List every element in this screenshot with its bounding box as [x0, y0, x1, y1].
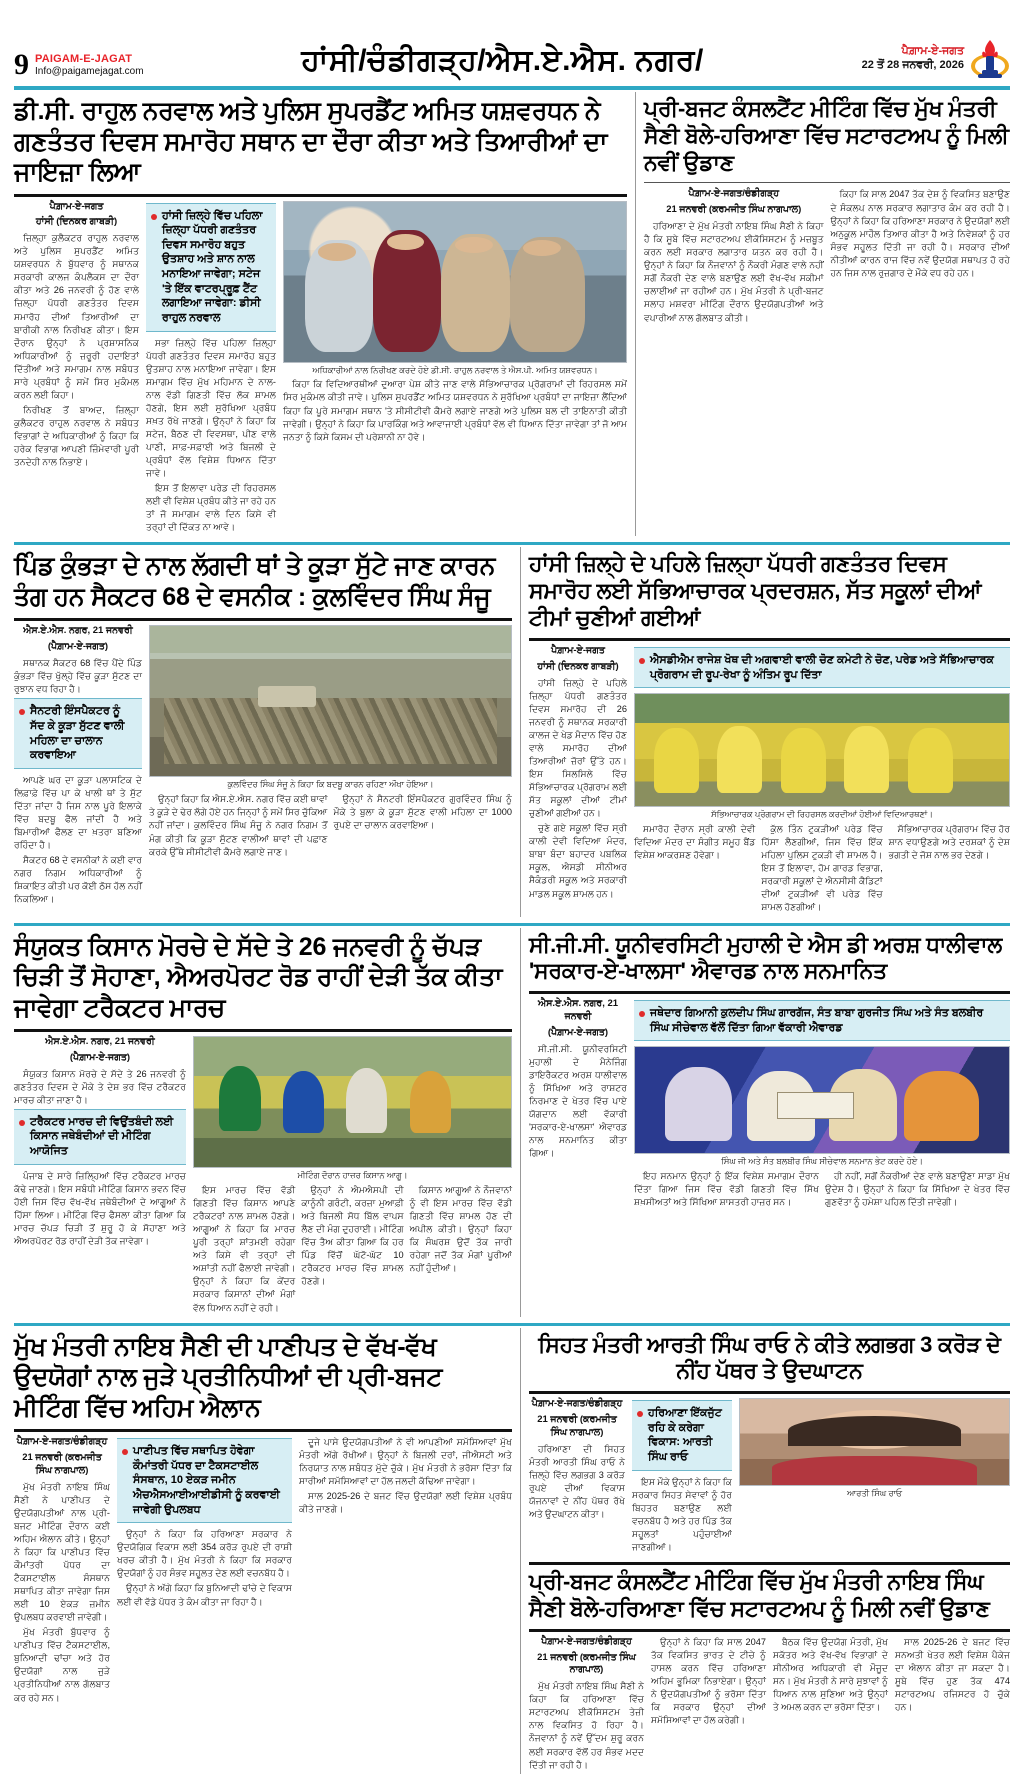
article-9-col-1	[529, 1636, 644, 1774]
article-3-headline: ਪਿੰਡ ਕੁੰਭੜਾ ਦੇ ਨਾਲ ਲੱਗਦੀ ਥਾਂ ਤੇ ਕੂੜਾ ਸੁੱਟੇ ਜਾਣ ਕਾਰਨ ਤੰਗ ਹਨ ਸੈਕਟਰ 68 ਦੇ ਵਸਨੀਕ : ਕੁਲਵਿੰਦਰ ਸਿੰਘ ਸੰਜੂ	[14, 552, 496, 611]
photo-dancer	[844, 726, 889, 793]
bullet-icon	[19, 1120, 25, 1126]
divider	[14, 1029, 512, 1032]
article-8-body-3: ਦੂਜੇ ਪਾਸੇ ਉਦਯੋਗਪਤੀਆਂ ਨੇ ਵੀ ਆਪਣੀਆਂ ਸਮੱਸਿਆਵਾਂ ਮੁੱਖ ਮੰਤਰੀ ਅੱਗੇ ਰੱਖੀਆਂ। ਉਨ੍ਹਾਂ ਨੇ ਬਿਜਲੀ ਦਰਾਂ, ਜੀਐਸਟੀ ਅਤੇ ਨਿਰਯਾਤ ਨਾਲ ਸਬੰਧਤ ਮੁੱਦੇ ਚੁੱਕੇ। ਮੁੱਖ ਮੰਤਰੀ ਨੇ ਭਰੋਸਾ ਦਿੱਤਾ ਕਿ ਸਾਰੀਆਂ ਸਮੱਸਿਆਵਾਂ ਦਾ ਹੱਲ ਜਲਦੀ ਕੱਢਿਆ ਜਾਵੇਗਾ।	[299, 1437, 512, 1487]
photo-person	[283, 1071, 324, 1133]
article-3-body-2b: ਉਨ੍ਹਾਂ ਨੇ ਸੈਨਟਰੀ ਇੰਸਪੈਕਟਰ ਗੁਰਵਿੰਦਰ ਸਿੰਘ ਨੂੰ ਮੌਕੇ ਤੇ ਬੁਲਾ ਕੇ ਕੂੜਾ ਸੁੱਟਣ ਵਾਲੀ ਮਹਿਲਾ ਦਾ 1000 ਰੁਪਏ ਦਾ ਚਾਲਾਨ ਕਰਵਾਇਆ।	[333, 794, 512, 831]
article-5-col-2	[193, 1036, 512, 1317]
article-5-byline-1: ਐਸ.ਏ.ਐਸ. ਨਗਰ, 21 ਜਨਵਰੀ	[45, 1036, 155, 1048]
article-3-callout-text: ਸੈਨਟਰੀ ਇੰਸਪੈਕਟਰ ਨੂੰ ਸੱਦ ਕੇ ਕੂੜਾ ਸੁੱਟਣ ਵਾਲੀ ਮਹਿਲਾ ਦਾ ਚਾਲਾਨ ਕਰਵਾਇਆ	[30, 705, 125, 762]
issue-date: 22 ਤੋਂ 28 ਜਨਵਰੀ, 2026	[861, 59, 964, 71]
article-9-col-2	[651, 1636, 766, 1774]
article-4-callout	[634, 647, 1010, 688]
torch-logo-icon	[970, 36, 1010, 80]
photo-dancer	[908, 728, 953, 793]
bullet-icon	[639, 658, 645, 664]
photo-face	[318, 243, 356, 261]
article-7-body-2: ਇਸ ਮੌਕੇ ਉਨ੍ਹਾਂ ਨੇ ਕਿਹਾ ਕਿ ਸਰਕਾਰ ਸਿਹਤ ਸੇਵਾਵਾਂ ਨੂੰ ਹੋਰ ਬਿਹਤਰ ਬਣਾਉਣ ਲਈ ਵਚਨਬੱਧ ਹੈ ਅਤੇ ਹਰ ਪਿੰਡ ਤੱਕ ਸਹੂਲਤਾਂ ਪਹੁੰਚਾਈਆਂ ਜਾਣਗੀਆਂ।	[632, 1476, 732, 1553]
article-4-body-5: ਸੱਭਿਆਚਾਰਕ ਪ੍ਰੋਗਰਾਮ ਵਿੱਚ ਹੋਰ ਸ਼ਾਨ ਵਧਾਉਣਗੇ ਅਤੇ ਦਰਸ਼ਕਾਂ ਨੂੰ ਦੇਸ਼ ਭਗਤੀ ਦੇ ਜੋਸ਼ ਨਾਲ ਭਰ ਦੇਣਗੇ।	[888, 824, 1010, 861]
article-5-callout	[14, 1109, 186, 1165]
article-8-byline-2: 21 ਜਨਵਰੀ (ਕਰਮਜੀਤ ਸਿੰਘ ਨਾਗਪਾਲ)	[22, 1451, 102, 1476]
article-2-byline-2: 21 ਜਨਵਰੀ (ਕਰਮਜੀਤ ਸਿੰਘ ਨਾਗਪਾਲ)	[666, 204, 802, 216]
article-2-headline: ਪ੍ਰੀ-ਬਜਟ ਕੰਸਲਟੈਂਟ ਮੀਟਿੰਗ ਵਿੱਚ ਮੁੱਖ ਮੰਤਰੀ ਸੈਣੀ ਬੋਲੇ-ਹਰਿਆਣਾ ਵਿੱਚ ਸਟਾਰਟਅਪ ਨੂੰ ਮਿਲੀ ਨਵੀਂ ਉਡਾਣ	[644, 96, 1009, 175]
article-7-col-2	[632, 1398, 732, 1556]
article-2-byline-1: ਪੈਗ਼ਾਮ-ਏ-ਜਗਤ/ਚੰਡੀਗੜ੍ਹ	[688, 188, 780, 200]
article-3-byline-1: ਐਸ.ਏ.ਐਸ. ਨਗਰ, 21 ਜਨਵਰੀ	[23, 625, 133, 637]
article-7-callout-text: ਹਰਿਆਣਾ ਇੱਕਜੁੱਟ ਰਹਿ ਕੇ ਕਰੇਗਾ ਵਿਕਾਸ: ਆਰਤੀ ਸਿੰਘ ਰਾਓ	[648, 1407, 722, 1464]
article-5-callout-text: ਟਰੈਕਟਰ ਮਾਰਚ ਦੀ ਵਿਉਂਤਬੰਦੀ ਲਈ ਕਿਸਾਨ ਜਥੇਬੰਦੀਆਂ ਦੀ ਮੀਟਿੰਗ ਆਯੋਜਿਤ	[30, 1115, 174, 1158]
article-7-byline-1: ਪੈਗ਼ਾਮ-ਏ-ਜਗਤ/ਚੰਡੀਗੜ੍ਹ	[531, 1398, 623, 1410]
masthead-right-text	[862, 44, 964, 73]
article-6-body-2: ਇਹ ਸਨਮਾਨ ਉਨ੍ਹਾਂ ਨੂੰ ਇੱਕ ਵਿਸ਼ੇਸ਼ ਸਮਾਗਮ ਦੌਰਾਨ ਦਿੱਤਾ ਗਿਆ ਜਿਸ ਵਿੱਚ ਵੱਡੀ ਗਿਣਤੀ ਵਿੱਚ ਸਿੱਖ ਸ਼ਖ਼ਸੀਅਤਾਂ ਅਤੇ ਸਿੱਖਿਆ ਸ਼ਾਸਤਰੀ ਹਾਜ਼ਰ ਸਨ।	[634, 1171, 819, 1208]
article-5-body-3: ਉਨ੍ਹਾਂ ਨੇ ਐਮਐਸਪੀ ਦੀ ਕਾਨੂੰਨੀ ਗਰੰਟੀ, ਕਰਜ਼ਾ ਮੁਆਫ਼ੀ ਅਤੇ ਬਿਜਲੀ ਸੋਧ ਬਿੱਲ ਵਾਪਸ ਲੈਣ ਦੀ ਮੰਗ ਦੁਹਰਾਈ। ਮੀਟਿੰਗ ਵਿੱਚ ਤੈਅ ਕੀਤਾ ਗਿਆ ਕਿ ਹਰ ਪਿੰਡ ਵਿੱਚੋਂ ਘੱਟੋ-ਘੱਟ 10 ਟਰੈਕਟਰ ਮਾਰਚ ਵਿੱਚ ਸ਼ਾਮਲ ਹੋਣਗੇ।	[301, 1184, 404, 1287]
article-5-body-1: ਪੰਜਾਬ ਦੇ ਸਾਰੇ ਜ਼ਿਲ੍ਹਿਆਂ ਵਿੱਚ ਟਰੈਕਟਰ ਮਾਰਚ ਕੱਢੇ ਜਾਣਗੇ। ਇਸ ਸਬੰਧੀ ਮੀਟਿੰਗ ਕਿਸਾਨ ਭਵਨ ਵਿੱਚ ਹੋਈ ਜਿਸ ਵਿੱਚ ਵੱਖ-ਵੱਖ ਜਥੇਬੰਦੀਆਂ ਦੇ ਆਗੂਆਂ ਨੇ ਹਿੱਸਾ ਲਿਆ। ਮੀਟਿੰਗ ਵਿੱਚ ਫੈਸਲਾ ਕੀਤਾ ਗਿਆ ਕਿ ਮਾਰਚ ਚੱਪੜ ਚਿੜੀ ਤੋਂ ਸ਼ੁਰੂ ਹੋ ਕੇ ਸੋਹਾਣਾ ਅਤੇ ਐਅਰਪੋਰਟ ਰੋਡ ਰਾਹੀਂ ਦੇੜੀ ਤੱਕ ਜਾਵੇਗਾ।	[14, 1170, 186, 1247]
article-6-callout	[634, 1000, 1010, 1041]
photo-face	[455, 237, 493, 253]
article-4-photo-caption: ਸੱਭਿਆਚਾਰਕ ਪ੍ਰੋਗਰਾਮ ਦੀ ਰਿਹਰਸਲ ਕਰਦੀਆਂ ਹੋਈਆਂ ਵਿਦਿਆਰਥਣਾਂ।	[711, 809, 933, 820]
bullet-icon	[151, 214, 157, 220]
article-5-col-1	[14, 1036, 186, 1317]
article-4-col-1	[529, 645, 627, 917]
divider	[529, 1391, 1010, 1394]
photo-face	[387, 234, 425, 250]
article-1-photo-caption: ਅਧਿਕਾਰੀਆਂ ਨਾਲ ਨਿਰੀਖਣ ਕਰਦੇ ਹੋਏ ਡੀ.ਸੀ. ਰਾਹੁਲ ਨਰਵਾਲ ਤੇ ਐਸ.ਪੀ. ਅਮਿਤ ਯਸ਼ਵਰਧਨ।	[312, 364, 598, 375]
article-1-body-1: ਜ਼ਿਲ੍ਹਾ ਕੁਲੈਕਟਰ ਰਾਹੁਲ ਨਰਵਾਲ ਅਤੇ ਪੁਲਿਸ ਸੁਪਰਡੈਂਟ ਅਮਿਤ ਯਸ਼ਵਰਧਨ ਨੇ ਬੁੱਧਵਾਰ ਨੂੰ ਸਥਾਨਕ ਸਰਕਾਰੀ ਕਾਲਜ ਕੰਪਲੈਕਸ ਦਾ ਦੌਰਾ ਕੀਤਾ ਅਤੇ 26 ਜਨਵਰੀ ਨੂੰ ਹੋਣ ਵਾਲੇ ਜ਼ਿਲ੍ਹਾ ਪੱਧਰੀ ਗਣਤੰਤਰ ਦਿਵਸ ਸਮਾਰੋਹ ਦੀਆਂ ਤਿਆਰੀਆਂ ਦਾ ਬਾਰੀਕੀ ਨਾਲ ਨਿਰੀਖਣ ਕੀਤਾ। ਇਸ ਦੌਰਾਨ ਉਨ੍ਹਾਂ ਨੇ ਪ੍ਰਸ਼ਾਸਨਿਕ ਅਧਿਕਾਰੀਆਂ ਨੂੰ ਜ਼ਰੂਰੀ ਹਦਾਇਤਾਂ ਦਿੱਤੀਆਂ ਅਤੇ ਸਮਾਗਮ ਨਾਲ ਸਬੰਧਤ ਸਾਰੇ ਪ੍ਰਬੰਧਾਂ ਨੂੰ ਸਮੇਂ ਸਿਰ ਮੁਕੰਮਲ ਕਰਨ ਲਈ ਕਿਹਾ।	[14, 233, 139, 400]
article-8-body-1: ਮੁੱਖ ਮੰਤਰੀ ਨਾਇਬ ਸਿੰਘ ਸੈਣੀ ਨੇ ਪਾਣੀਪਤ ਦੇ ਉਦਯੋਗਪਤੀਆਂ ਨਾਲ ਪ੍ਰੀ-ਬਜਟ ਮੀਟਿੰਗ ਦੌਰਾਨ ਕਈ ਅਹਿਮ ਐਲਾਨ ਕੀਤੇ। ਉਨ੍ਹਾਂ ਨੇ ਕਿਹਾ ਕਿ ਪਾਣੀਪਤ ਵਿੱਚ ਕੌਮਾਂਤਰੀ ਪੱਧਰ ਦਾ ਟੈਕਸਟਾਈਲ ਸੰਸਥਾਨ ਸਥਾਪਿਤ ਕੀਤਾ ਜਾਵੇਗਾ ਜਿਸ ਲਈ 10 ਏਕੜ ਜ਼ਮੀਨ ਉਪਲਬਧ ਕਰਵਾਈ ਜਾਵੇਗੀ।	[14, 1481, 110, 1623]
article-3-body-1b: ਸੈਕਟਰ 68 ਦੇ ਵਸਨੀਕਾਂ ਨੇ ਕਈ ਵਾਰ ਨਗਰ ਨਿਗਮ ਅਧਿਕਾਰੀਆਂ ਨੂੰ ਸ਼ਿਕਾਇਤ ਕੀਤੀ ਪਰ ਕੋਈ ਠੋਸ ਹੱਲ ਨਹੀਂ ਨਿਕਲਿਆ।	[14, 855, 142, 905]
article-8-body-1b: ਮੁੱਖ ਮੰਤਰੀ ਬੁੱਧਵਾਰ ਨੂੰ ਪਾਣੀਪਤ ਵਿੱਚ ਟੈਕਸਟਾਈਲ, ਬੁਨਿਆਦੀ ਢਾਂਚਾ ਅਤੇ ਹੋਰ ਉਦਯੋਗਾਂ ਨਾਲ ਜੁੜੇ ਪ੍ਰਤੀਨਿਧੀਆਂ ਨਾਲ ਗੱਲਬਾਤ ਕਰ ਰਹੇ ਸਨ।	[14, 1627, 110, 1703]
article-5-body-2: ਇਸ ਮਾਰਚ ਵਿੱਚ ਵੱਡੀ ਗਿਣਤੀ ਵਿੱਚ ਕਿਸਾਨ ਆਪਣੇ ਟਰੈਕਟਰਾਂ ਨਾਲ ਸ਼ਾਮਲ ਹੋਣਗੇ। ਆਗੂਆਂ ਨੇ ਕਿਹਾ ਕਿ ਮਾਰਚ ਪੂਰੀ ਤਰ੍ਹਾਂ ਸ਼ਾਂਤਮਈ ਰਹੇਗਾ ਅਤੇ ਕਿਸੇ ਵੀ ਤਰ੍ਹਾਂ ਦੀ ਅਸ਼ਾਂਤੀ ਨਹੀਂ ਫੈਲਾਈ ਜਾਵੇਗੀ। ਉਨ੍ਹਾਂ ਨੇ ਕਿਹਾ ਕਿ ਕੇਂਦਰ ਸਰਕਾਰ ਕਿਸਾਨਾਂ ਦੀਆਂ ਮੰਗਾਂ ਵੱਲ ਧਿਆਨ ਨਹੀਂ ਦੇ ਰਹੀ।	[193, 1184, 296, 1313]
article-1-byline-2: ਹਾਂਸੀ (ਦਿਨਕਰ ਗਾਬੜੀ)	[35, 216, 118, 228]
article-6-body-1: ਸੀ.ਜੀ.ਸੀ. ਯੂਨੀਵਰਸਿਟੀ ਮੁਹਾਲੀ ਦੇ ਮੈਨੇਜਿੰਗ ਡਾਇਰੈਕਟਰ ਅਰਸ਼ ਧਾਲੀਵਾਲ ਨੂੰ ਸਿੱਖਿਆ ਅਤੇ ਰਾਸ਼ਟਰ ਨਿਰਮਾਣ ਦੇ ਖੇਤਰ ਵਿੱਚ ਪਾਏ ਯੋਗਦਾਨ ਲਈ ਵੱਕਾਰੀ 'ਸਰਕਾਰ-ਏ-ਖਾਲਸਾ' ਐਵਾਰਡ ਨਾਲ ਸਨਮਾਨਿਤ ਕੀਤਾ ਗਿਆ।	[529, 1043, 627, 1159]
article-8-headline: ਮੁੱਖ ਮੰਤਰੀ ਨਾਇਬ ਸੈਣੀ ਦੀ ਪਾਣੀਪਤ ਦੇ ਵੱਖ-ਵੱਖ ਉਦਯੋਗਾਂ ਨਾਲ ਜੁੜੇ ਪ੍ਰਤੀਨਿਧੀਆਂ ਦੀ ਪ੍ਰੀ-ਬਜਟ ਮੀਟਿੰਗ ਵਿੱਚ ਅਹਿਮ ਐਲਾਨ	[14, 1332, 443, 1422]
article-5-body-4: ਕਿਸਾਨ ਆਗੂਆਂ ਨੇ ਨੌਜਵਾਨਾਂ ਨੂੰ ਵੀ ਇਸ ਮਾਰਚ ਵਿੱਚ ਵੱਡੀ ਗਿਣਤੀ ਵਿੱਚ ਸ਼ਾਮਲ ਹੋਣ ਦੀ ਅਪੀਲ ਕੀਤੀ। ਉਨ੍ਹਾਂ ਕਿਹਾ ਕਿ ਸੰਘਰਸ਼ ਉਦੋਂ ਤੱਕ ਜਾਰੀ ਰਹੇਗਾ ਜਦੋਂ ਤੱਕ ਮੰਗਾਂ ਪੂਰੀਆਂ ਨਹੀਂ ਹੁੰਦੀਆਂ।	[409, 1184, 512, 1274]
top-section	[14, 92, 1010, 536]
article-4-body-3: ਸਮਾਰੋਹ ਦੌਰਾਨ ਸ੍ਰੀ ਕਾਲੀ ਦੇਵੀ ਵਿਦਿਆ ਮੰਦਰ ਦਾ ਸੰਗੀਤ ਸਮੂਹ ਬੈਂਡ ਵਿਸ਼ੇਸ਼ ਆਕਰਸ਼ਣ ਹੋਵੇਗਾ।	[634, 824, 756, 861]
article-6-headline: ਸੀ.ਜੀ.ਸੀ. ਯੂਨੀਵਰਸਿਟੀ ਮੁਹਾਲੀ ਦੇ ਐਸ ਡੀ ਅਰਸ਼ ਧਾਲੀਵਾਲ 'ਸਰਕਾਰ-ਏ-ਖਾਲਸਾ' ਐਵਾਰਡ ਨਾਲ ਸਨਮਾਨਿਤ	[529, 931, 1003, 984]
divider	[529, 638, 1010, 641]
article-8-col-2	[117, 1436, 292, 1707]
article-7-photo-caption: ਆਰਤੀ ਸਿੰਘ ਰਾਓ	[847, 1488, 902, 1499]
article-1	[14, 92, 627, 536]
bullet-icon	[122, 1449, 128, 1455]
article-5-intro: ਸੰਯੁਕਤ ਕਿਸਾਨ ਮੋਰਚੇ ਦੇ ਸੱਦੇ ਤੇ 26 ਜਨਵਰੀ ਨੂੰ ਗਣਤੰਤਰ ਦਿਵਸ ਦੇ ਮੌਕੇ ਤੇ ਦੇਸ਼ ਭਰ ਵਿੱਚ ਟਰੈਕਟਰ ਮਾਰਚ ਕੀਤਾ ਜਾਣਾ ਹੈ।	[14, 1068, 186, 1105]
column-divider	[520, 1328, 521, 1774]
article-9-byline-2: 21 ਜਨਵਰੀ (ਕਰਮਜੀਤ ਸਿੰਘ ਨਾਗਪਾਲ)	[537, 1651, 636, 1676]
article-3-col-2	[149, 625, 512, 908]
article-1-body-1b: ਨਿਰੀਖਣ ਤੋਂ ਬਾਅਦ, ਜ਼ਿਲ੍ਹਾ ਕੁਲੈਕਟਰ ਰਾਹੁਲ ਨਰਵਾਲ ਨੇ ਸਬੰਧਤ ਵਿਭਾਗਾਂ ਦੇ ਅਧਿਕਾਰੀਆਂ ਨੂੰ ਕਿਹਾ ਕਿ ਹਰੇਕ ਵਿਭਾਗ ਆਪਣੀ ਜ਼ਿੰਮੇਵਾਰੀ ਪੂਰੀ ਤਨਦੇਹੀ ਨਾਲ ਨਿਭਾਏ।	[14, 404, 139, 468]
article-1-body-2: ਸਭਾ ਜ਼ਿਲ੍ਹੇ ਵਿੱਚ ਪਹਿਲਾ ਜ਼ਿਲ੍ਹਾ ਪੱਧਰੀ ਗਣਤੰਤਰ ਦਿਵਸ ਸਮਾਰੋਹ ਬਹੁਤ ਉਤਸ਼ਾਹ ਨਾਲ ਮਨਾਇਆ ਜਾਵੇਗਾ। ਇਸ ਸਮਾਗਮ ਵਿੱਚ ਮੁੱਖ ਮਹਿਮਾਨ ਦੇ ਨਾਲ-ਨਾਲ ਵੱਡੀ ਗਿਣਤੀ ਵਿੱਚ ਲੋਕ ਸ਼ਾਮਲ ਹੋਣਗੇ, ਇਸ ਲਈ ਸੁਰੱਖਿਆ ਪ੍ਰਬੰਧ ਸਖ਼ਤ ਰੱਖੇ ਜਾਣਗੇ। ਉਨ੍ਹਾਂ ਨੇ ਕਿਹਾ ਕਿ ਸਟੇਜ, ਬੈਠਣ ਦੀ ਵਿਵਸਥਾ, ਪੀਣ ਵਾਲੇ ਪਾਣੀ, ਸਾਫ਼-ਸਫ਼ਾਈ ਅਤੇ ਬਿਜਲੀ ਦੇ ਪ੍ਰਬੰਧਾਂ ਵੱਲ ਵਿਸ਼ੇਸ਼ ਧਿਆਨ ਦਿੱਤਾ ਜਾਵੇ।	[146, 337, 276, 479]
masthead-left	[14, 50, 144, 80]
article-1-body-2b: ਇਸ ਤੋਂ ਇਲਾਵਾ ਪਰੇਡ ਦੀ ਰਿਹਰਸਲ ਲਈ ਵੀ ਵਿਸ਼ੇਸ਼ ਪ੍ਰਬੰਧ ਕੀਤੇ ਜਾ ਰਹੇ ਹਨ ਤਾਂ ਜੋ ਸਮਾਗਮ ਵਾਲੇ ਦਿਨ ਕਿਸੇ ਵੀ ਤਰ੍ਹਾਂ ਦੀ ਦਿੱਕਤ ਨਾ ਆਵੇ।	[146, 483, 276, 533]
article-4-photo	[634, 693, 1010, 807]
article-3-col-1	[14, 625, 142, 908]
article-3-photo	[149, 625, 512, 777]
article-4-body-1: ਹਾਂਸੀ ਜ਼ਿਲ੍ਹੇ ਦੇ ਪਹਿਲੇ ਜ਼ਿਲ੍ਹਾ ਪੱਧਰੀ ਗਣਤੰਤਰ ਦਿਵਸ ਸਮਾਰੋਹ ਦੀ 26 ਜਨਵਰੀ ਨੂੰ ਸਥਾਨਕ ਸਰਕਾਰੀ ਕਾਲਜ ਦੇ ਖੇਡ ਮੈਦਾਨ ਵਿੱਚ ਹੋਣ ਵਾਲੇ ਸਮਾਰੋਹ ਦੀਆਂ ਤਿਆਰੀਆਂ ਜ਼ੋਰਾਂ ਉੱਤੇ ਹਨ। ਇਸ ਸਿਲਸਿਲੇ ਵਿੱਚ ਸੱਭਿਆਚਾਰਕ ਪ੍ਰੋਗਰਾਮ ਲਈ ਸੱਤ ਸਕੂਲਾਂ ਦੀਆਂ ਟੀਮਾਂ ਚੁਣੀਆਂ ਗਈਆਂ ਹਨ।	[529, 677, 627, 819]
article-9	[529, 1569, 1010, 1774]
article-5-byline-2: (ਪੈਗ਼ਾਮ-ਏ-ਜਗਤ)	[69, 1051, 131, 1063]
article-3-body-2: ਉਨ੍ਹਾਂ ਕਿਹਾ ਕਿ ਐਸ.ਏ.ਐਸ. ਨਗਰ ਵਿੱਚ ਕਈ ਥਾਵਾਂ ਤੇ ਕੂੜੇ ਦੇ ਢੇਰ ਲੱਗੇ ਹੋਏ ਹਨ ਜਿਨ੍ਹਾਂ ਨੂੰ ਸਮੇਂ ਸਿਰ ਚੁੱਕਿਆ ਨਹੀਂ ਜਾਂਦਾ। ਕੁਲਵਿੰਦਰ ਸਿੰਘ ਸੰਜੂ ਨੇ ਨਗਰ ਨਿਗਮ ਤੋਂ ਮੰਗ ਕੀਤੀ ਕਿ ਕੂੜਾ ਸੁੱਟਣ ਵਾਲੀਆਂ ਥਾਵਾਂ ਦੀ ਪਛਾਣ ਕਰਕੇ ਉੱਥੇ ਸੀਸੀਟੀਵੀ ਕੈਮਰੇ ਲਗਾਏ ਜਾਣ।	[149, 794, 328, 857]
bullet-icon	[19, 709, 25, 715]
photo-hair	[788, 1416, 960, 1445]
photo-person	[219, 1066, 260, 1131]
article-2-body-1: ਹਰਿਆਣਾ ਦੇ ਮੁੱਖ ਮੰਤਰੀ ਨਾਇਬ ਸਿੰਘ ਸੈਣੀ ਨੇ ਕਿਹਾ ਹੈ ਕਿ ਸੂਬੇ ਵਿੱਚ ਸਟਾਰਟਅਪ ਈਕੋਸਿਸਟਮ ਨੂੰ ਮਜ਼ਬੂਤ ਕਰਨ ਲਈ ਸਰਕਾਰ ਲਗਾਤਾਰ ਯਤਨ ਕਰ ਰਹੀ ਹੈ। ਉਨ੍ਹਾਂ ਨੇ ਕਿਹਾ ਕਿ ਨੌਜਵਾਨਾਂ ਨੂੰ ਨੌਕਰੀ ਮੰਗਣ ਵਾਲੇ ਨਹੀਂ ਸਗੋਂ ਨੌਕਰੀ ਦੇਣ ਵਾਲੇ ਬਣਾਉਣ ਲਈ ਵੱਖ-ਵੱਖ ਸਕੀਮਾਂ ਚਲਾਈਆਂ ਜਾ ਰਹੀਆਂ ਹਨ। ਮੁੱਖ ਮੰਤਰੀ ਨੇ ਪ੍ਰੀ-ਬਜਟ ਸਲਾਹ ਮਸ਼ਵਰਾ ਮੀਟਿੰਗ ਦੌਰਾਨ ਉਦਯੋਗਪਤੀਆਂ ਅਤੇ ਵਪਾਰੀਆਂ ਨਾਲ ਗੱਲਬਾਤ ਕੀਤੀ।	[644, 221, 824, 323]
column-divider	[635, 92, 636, 536]
article-7-byline-2: 21 ਜਨਵਰੀ (ਕਰਮਜੀਤ ਸਿੰਘ ਨਾਗਪਾਲ)	[537, 1414, 617, 1438]
photo-person	[410, 1071, 451, 1133]
article-8-callout	[117, 1438, 292, 1523]
article-1-photo	[283, 201, 627, 363]
article-5-headline: ਸੰਯੁਕਤ ਕਿਸਾਨ ਮੋਰਚੇ ਦੇ ਸੱਦੇ ਤੇ 26 ਜਨਵਰੀ ਨੂੰ ਚੱਪੜ ਚਿੜੀ ਤੋਂ ਸੋਹਾਣਾ, ਐਅਰਪੋਰਟ ਰੋਡ ਰਾਹੀਂ ਦੇੜੀ ਤੱਕ ਕੀਤਾ ਜਾਵੇਗਾ ਟਰੈਕਟਰ ਮਾਰਚ	[14, 932, 503, 1022]
bullet-icon	[637, 1411, 643, 1417]
article-5-photo-caption: ਮੀਟਿੰਗ ਦੌਰਾਨ ਹਾਜ਼ਰ ਕਿਸਾਨ ਆਗੂ।	[297, 1170, 408, 1181]
divider	[529, 1629, 1010, 1632]
photo-dancer	[717, 726, 762, 793]
article-1-headline: ਡੀ.ਸੀ. ਰਾਹੁਲ ਨਰਵਾਲ ਅਤੇ ਪੁਲਿਸ ਸੁਪਰਡੈਂਟ ਅਮਿਤ ਯਸ਼ਵਰਧਨ ਨੇ ਗਣਤੰਤਰ ਦਿਵਸ ਸਮਾਰੋਹ ਸਥਾਨ ਦਾ ਦੌਰਾ ਕੀਤਾ ਅਤੇ ਤਿਆਰੀਆਂ ਦਾ ਜਾਇਜ਼ਾ ਲਿਆ	[14, 97, 608, 186]
article-3-callout	[14, 698, 142, 769]
section-rule	[14, 1323, 1010, 1326]
article-3-byline-2: (ਪੈਗ਼ਾਮ-ਏ-ਜਗਤ)	[47, 641, 109, 653]
article-6-photo	[634, 1046, 1010, 1154]
article-8-body-3b: ਸਾਲ 2025-26 ਦੇ ਬਜਟ ਵਿੱਚ ਉਦਯੋਗਾਂ ਲਈ ਵਿਸ਼ੇਸ਼ ਪ੍ਰਬੰਧ ਕੀਤੇ ਜਾਣਗੇ।	[299, 1491, 512, 1515]
masthead-rule	[14, 86, 1010, 90]
right-stack	[529, 1328, 1010, 1774]
article-9-col-4	[895, 1636, 1010, 1774]
divider	[644, 182, 1010, 183]
article-9-col-3	[773, 1636, 888, 1774]
article-5	[14, 928, 512, 1317]
page-number: 9	[14, 48, 29, 81]
photo-face	[523, 240, 561, 256]
article-7-callout	[632, 1400, 732, 1471]
article-8-callout-text: ਪਾਣੀਪਤ ਵਿੱਚ ਸਥਾਪਿਤ ਹੋਵੇਗਾ ਕੌਮਾਂਤਰੀ ਪੱਧਰ ਦਾ ਟੈਕਸਟਾਈਲ ਸੰਸਥਾਨ, 10 ਏਕੜ ਜਮੀਨ ਐਚਐਸਆਈਆਈਡੀਸੀ ਨੂੰ ਕਰਵਾਈ ਜਾਵੇਗੀ ਉਪਲਬਧ	[133, 1445, 280, 1516]
column-divider	[520, 547, 521, 916]
article-9-body-4: ਸਾਲ 2025-26 ਦੇ ਬਜਟ ਵਿੱਚ ਸਨਅਤੀ ਖੇਤਰ ਲਈ ਵਿਸ਼ੇਸ਼ ਪੈਕੇਜ ਦਾ ਐਲਾਨ ਕੀਤਾ ਜਾ ਸਕਦਾ ਹੈ। ਸੂਬੇ ਵਿੱਚ ਹੁਣ ਤੱਕ 474 ਸਟਾਰਟਅਪ ਰਜਿਸਟਰ ਹੋ ਚੁੱਕੇ ਹਨ।	[895, 1636, 1010, 1713]
article-9-body-1: ਮੁੱਖ ਮੰਤਰੀ ਨਾਇਬ ਸਿੰਘ ਸੈਣੀ ਨੇ ਕਿਹਾ ਕਿ ਹਰਿਆਣਾ ਵਿੱਚ ਸਟਾਰਟਅਪ ਈਕੋਸਿਸਟਮ ਤੇਜ਼ੀ ਨਾਲ ਵਿਕਸਿਤ ਹੋ ਰਿਹਾ ਹੈ। ਨੌਜਵਾਨਾਂ ਨੂੰ ਨਵੇਂ ਉੱਦਮ ਸ਼ੁਰੂ ਕਰਨ ਲਈ ਸਰਕਾਰ ਵੱਲੋਂ ਹਰ ਸੰਭਵ ਮਦਦ ਦਿੱਤੀ ਜਾ ਰਹੀ ਹੈ।	[529, 1681, 644, 1770]
column-divider	[520, 928, 521, 1317]
photo-person	[665, 1067, 732, 1141]
article-6-callout-text: ਜਥੇਦਾਰ ਗਿਆਨੀ ਕੁਲਦੀਪ ਸਿੰਘ ਗਾਰਗੱਜ, ਸੰਤ ਬਾਬਾ ਗੁਰਜੀਤ ਸਿੰਘ ਅਤੇ ਸੰਤ ਬਲਬੀਰ ਸਿੰਘ ਸੀਚੇਵਾਲ ਵੱਲੋਂ ਦਿੱਤਾ ਗਿਆ ਵੱਕਾਰੀ ਐਵਾਰਡ	[650, 1007, 984, 1034]
article-7-photo	[739, 1398, 1010, 1486]
article-6-col-1	[529, 998, 627, 1211]
article-8-body-2: ਉਨ੍ਹਾਂ ਨੇ ਕਿਹਾ ਕਿ ਹਰਿਆਣਾ ਸਰਕਾਰ ਨੇ ਉਦਯੋਗਿਕ ਵਿਕਾਸ ਲਈ 354 ਕਰੋੜ ਰੁਪਏ ਦੀ ਰਾਸ਼ੀ ਖਰਚ ਕੀਤੀ ਹੈ। ਮੁੱਖ ਮੰਤਰੀ ਨੇ ਕਿਹਾ ਕਿ ਸਰਕਾਰ ਉਦਯੋਗਾਂ ਨੂੰ ਹਰ ਸੰਭਵ ਸਹੂਲਤ ਦੇਣ ਲਈ ਵਚਨਬੱਧ ਹੈ।	[117, 1529, 292, 1579]
photo-dancer	[781, 728, 826, 793]
article-6-col-2	[634, 998, 1010, 1211]
article-2-body-2: ਕਿਹਾ ਕਿ ਸਾਲ 2047 ਤੱਕ ਦੇਸ਼ ਨੂੰ ਵਿਕਸਿਤ ਬਣਾਉਣ ਦੇ ਸੰਕਲਪ ਨਾਲ ਸਰਕਾਰ ਲਗਾਤਾਰ ਕੰਮ ਕਰ ਰਹੀ ਹੈ। ਉਨ੍ਹਾਂ ਨੇ ਕਿਹਾ ਕਿ ਹਰਿਆਣਾ ਸਰਕਾਰ ਨੇ ਉਦਯੋਗਾਂ ਲਈ ਅਨੁਕੂਲ ਮਾਹੌਲ ਤਿਆਰ ਕੀਤਾ ਹੈ ਅਤੇ ਨਿਵੇਸ਼ਕਾਂ ਨੂੰ ਹਰ ਸੰਭਵ ਸਹੂਲਤ ਦਿੱਤੀ ਜਾ ਰਹੀ ਹੈ। ਸਰਕਾਰ ਦੀਆਂ ਨੀਤੀਆਂ ਕਾਰਨ ਰਾਜ ਵਿੱਚ ਨਵੇਂ ਉਦਯੋਗ ਸਥਾਪਤ ਹੋ ਰਹੇ ਹਨ ਜਿਸ ਨਾਲ ਰੁਜ਼ਗਾਰ ਦੇ ਮੌਕੇ ਵਧ ਰਹੇ ਹਨ।	[830, 189, 1010, 278]
second-section	[14, 547, 1010, 916]
section-rule	[14, 923, 1010, 926]
article-2	[644, 92, 1010, 536]
article-6-byline-2: (ਪੈਗ਼ਾਮ-ਏ-ਜਗਤ)	[547, 1026, 609, 1038]
divider	[14, 1429, 512, 1432]
article-1-col-1	[14, 201, 139, 537]
publication-name: ਪੈਗ਼ਾਮ-ਏ-ਜਗਤ	[901, 44, 964, 57]
brand-block	[35, 53, 144, 77]
article-1-callout-text: ਹਾਂਸੀ ਜ਼ਿਲ੍ਹੇ ਵਿੱਚ ਪਹਿਲਾ ਜ਼ਿਲ੍ਹਾ ਪੱਧਰੀ ਗਣਤੰਤਰ ਦਿਵਸ ਸਮਾਰੋਹ ਬਹੁਤ ਉਤਸ਼ਾਹ ਅਤੇ ਸ਼ਾਨ ਨਾਲ ਮਨਾਇਆ ਜਾਵੇਗਾ; ਸਟੇਜ 'ਤੇ ਇੱਕ ਵਾਟਰਪ੍ਰੂਫ਼ ਟੈਂਟ ਲਗਾਇਆ ਜਾਵੇਗਾ: ਡੀਸੀ ਰਾਹੁਲ ਨਰਵਾਲ	[162, 209, 263, 324]
photo-person	[904, 1071, 979, 1141]
divider	[14, 194, 627, 197]
article-2-col-2	[831, 188, 1011, 326]
article-6	[529, 928, 1010, 1317]
section-rule	[14, 542, 1010, 545]
article-7-col-1	[529, 1398, 625, 1556]
article-8-byline-1: ਪੈਗ਼ਾਮ-ਏ-ਜਗਤ/ਚੰਡੀਗੜ੍ਹ	[16, 1436, 108, 1448]
photo-body	[772, 1456, 976, 1485]
photo-ground	[194, 1138, 511, 1167]
article-4-callout-text: ਐਸਡੀਐਮ ਰਾਜੇਸ਼ ਖੋਥ ਦੀ ਅਗਵਾਈ ਵਾਲੀ ਚੋਣ ਕਮੇਟੀ ਨੇ ਚੋਣ, ਪਰੇਡ ਅਤੇ ਸੱਭਿਆਚਾਰਕ ਪ੍ਰੋਗਰਾਮ ਦੀ ਰੂਪ-ਰੇਖਾ ਨੂੰ ਅੰਤਿਮ ਰੂਪ ਦਿੱਤਾ	[650, 653, 994, 681]
article-9-headline: ਪ੍ਰੀ-ਬਜਟ ਕੰਸਲਟੈਂਟ ਮੀਟਿੰਗ ਵਿੱਚ ਮੁੱਖ ਮੰਤਰੀ ਨਾਇਬ ਸਿੰਘ ਸੈਣੀ ਬੋਲੇ-ਹਰਿਆਣਾ ਵਿੱਚ ਸਟਾਰਟਅਪ ਨੂੰ ਮਿਲੀ ਨਵੀਂ ਉਡਾਣ	[529, 1569, 990, 1621]
article-1-byline-1: ਪੈਗ਼ਾਮ-ਏ-ਜਗਤ	[49, 200, 104, 212]
article-6-byline-1: ਐਸ.ਏ.ਐਸ. ਨਗਰ, 21 ਜਨਵਰੀ	[537, 998, 619, 1022]
article-6-body-3: ਹੀ ਨਹੀਂ, ਸਗੋਂ ਨੌਕਰੀਆਂ ਦੇਣ ਵਾਲੇ ਬਣਾਉਣਾ ਸਾਡਾ ਮੁੱਖ ਉਦੇਸ਼ ਹੈ। ਉਨ੍ਹਾਂ ਨੇ ਕਿਹਾ ਕਿ ਸਿੱਖਿਆ ਦੇ ਖੇਤਰ ਵਿੱਚ ਗੁਣਵੱਤਾ ਨੂੰ ਹਮੇਸ਼ਾ ਪਹਿਲ ਦਿੱਤੀ ਜਾਵੇਗੀ।	[825, 1171, 1010, 1208]
article-3-body-1: ਆਪਣੇ ਘਰ ਦਾ ਕੂੜਾ ਪਲਾਸਟਿਕ ਦੇ ਲਿਫ਼ਾਫ਼ੇ ਵਿੱਚ ਪਾ ਕੇ ਖਾਲੀ ਥਾਂ ਤੇ ਸੁੱਟ ਦਿੱਤਾ ਜਾਂਦਾ ਹੈ ਜਿਸ ਨਾਲ ਪੂਰੇ ਇਲਾਕੇ ਵਿੱਚ ਬਦਬੂ ਫੈਲ ਜਾਂਦੀ ਹੈ ਅਤੇ ਬਿਮਾਰੀਆਂ ਫੈਲਣ ਦਾ ਖ਼ਤਰਾ ਬਣਿਆ ਰਹਿੰਦਾ ਹੈ।	[14, 774, 142, 851]
article-4	[529, 547, 1010, 916]
article-3-photo-caption: ਕੁਲਵਿੰਦਰ ਸਿੰਘ ਸੰਜੂ ਨੇ ਕਿਹਾ ਕਿ ਬਦਬੂ ਕਾਰਨ ਰਹਿਣਾ ਔਖਾ ਹੋਇਆ।	[227, 779, 434, 790]
article-7-col-3	[739, 1398, 1010, 1556]
photo-background	[150, 626, 511, 653]
article-1-col-3	[283, 201, 627, 537]
article-8	[14, 1328, 512, 1774]
award-plaque	[777, 1092, 854, 1119]
article-1-body-3: ਕਿਹਾ ਕਿ ਵਿਦਿਆਰਥੀਆਂ ਦੁਆਰਾ ਪੇਸ਼ ਕੀਤੇ ਜਾਣ ਵਾਲੇ ਸੱਭਿਆਚਾਰਕ ਪ੍ਰੋਗਰਾਮਾਂ ਦੀ ਰਿਹਰਸਲ ਸਮੇਂ ਸਿਰ ਮੁਕੰਮਲ ਕੀਤੀ ਜਾਵੇ। ਪੁਲਿਸ ਸੁਪਰਡੈਂਟ ਅਮਿਤ ਯਸ਼ਵਰਧਨ ਨੇ ਸੁਰੱਖਿਆ ਪ੍ਰਬੰਧਾਂ ਦਾ ਜਾਇਜ਼ਾ ਲੈਂਦਿਆਂ ਕਿਹਾ ਕਿ ਪੂਰੇ ਸਮਾਗਮ ਸਥਾਨ 'ਤੇ ਸੀਸੀਟੀਵੀ ਕੈਮਰੇ ਲਗਾਏ ਜਾਣਗੇ ਅਤੇ ਪੁਲਿਸ ਬਲ ਦੀ ਤਾਇਨਾਤੀ ਕੀਤੀ ਜਾਵੇਗੀ। ਉਨ੍ਹਾਂ ਨੇ ਕਿਹਾ ਕਿ ਪਾਰਕਿੰਗ ਅਤੇ ਆਵਾਜਾਈ ਪ੍ਰਬੰਧਾਂ ਵੱਲ ਵੀ ਧਿਆਨ ਦਿੱਤਾ ਜਾਵੇਗਾ ਤਾਂ ਜੋ ਆਮ ਜਨਤਾ ਨੂੰ ਕਿਸੇ ਕਿਸਮ ਦੀ ਪਰੇਸ਼ਾਨੀ ਨਾ ਹੋਵੇ।	[283, 379, 627, 442]
article-8-col-3	[299, 1436, 512, 1707]
article-9-byline-1: ਪੈਗ਼ਾਮ-ਏ-ਜਗਤ/ਚੰਡੀਗੜ੍ਹ	[541, 1635, 632, 1647]
article-7-headline: ਸਿਹਤ ਮੰਤਰੀ ਆਰਤੀ ਸਿੰਘ ਰਾਓ ਨੇ ਕੀਤੇ ਲਗਭਗ 3 ਕਰੋੜ ਦੇ ਨੀਂਹ ਪੱਥਰ ਤੇ ਉਦਘਾਟਨ	[538, 1331, 1001, 1384]
article-4-byline-1: ਪੈਗ਼ਾਮ-ਏ-ਜਗਤ	[551, 644, 605, 656]
photo-background	[635, 694, 1009, 723]
brand-name: PAIGAM-E-JAGAT	[35, 52, 133, 65]
divider	[529, 1562, 1010, 1565]
article-4-headline: ਹਾਂਸੀ ਜ਼ਿਲ੍ਹੇ ਦੇ ਪਹਿਲੇ ਜ਼ਿਲ੍ਹਾ ਪੱਧਰੀ ਗਣਤੰਤਰ ਦਿਵਸ ਸਮਾਰੋਹ ਲਈ ਸੱਭਿਆਚਾਰਕ ਪ੍ਰਦਰਸ਼ਨ, ਸੱਤ ਸਕੂਲਾਂ ਦੀਆਂ ਟੀਮਾਂ ਚੁਣੀਆਂ ਗਈਆਂ	[529, 551, 982, 631]
article-1-col-2	[146, 201, 276, 537]
divider	[14, 618, 512, 621]
article-9-body-2: ਉਨ੍ਹਾਂ ਨੇ ਕਿਹਾ ਕਿ ਸਾਲ 2047 ਤੱਕ ਵਿਕਸਿਤ ਭਾਰਤ ਦੇ ਟੀਚੇ ਨੂੰ ਹਾਸਲ ਕਰਨ ਵਿੱਚ ਹਰਿਆਣਾ ਅਹਿਮ ਭੂਮਿਕਾ ਨਿਭਾਏਗਾ। ਉਨ੍ਹਾਂ ਨੇ ਉਦਯੋਗਪਤੀਆਂ ਨੂੰ ਭਰੋਸਾ ਦਿੱਤਾ ਕਿ ਸਰਕਾਰ ਉਨ੍ਹਾਂ ਦੀਆਂ ਸਮੱਸਿਆਵਾਂ ਦਾ ਹੱਲ ਕਰੇਗੀ।	[651, 1636, 766, 1726]
third-section	[14, 928, 1010, 1317]
article-4-byline-2: ਹਾਂਸੀ (ਦਿਨਕਰ ਗਾਬੜੀ)	[537, 660, 619, 672]
article-1-callout	[146, 203, 276, 332]
photo-person	[346, 1068, 387, 1133]
brand-email: Info@paigamejagat.com	[35, 65, 144, 77]
page-title: ਹਾਂਸੀ/ਚੰਡੀਗੜ੍ਹ/ਐਸ.ਏ.ਐਸ. ਨਗਰ/	[301, 44, 704, 77]
divider	[529, 991, 1010, 994]
masthead-right	[862, 36, 1010, 80]
article-4-body-4: ਕੁੱਲ ਤਿੰਨ ਟੁਕੜੀਆਂ ਪਰੇਡ ਵਿੱਚ ਹਿੱਸਾ ਲੈਣਗੀਆਂ, ਜਿਸ ਵਿੱਚ ਇੱਕ ਮਹਿਲਾ ਪੁਲਿਸ ਟੁਕੜੀ ਵੀ ਸ਼ਾਮਲ ਹੈ। ਇਸ ਤੋਂ ਇਲਾਵਾ, ਹੋਮ ਗਾਰਡ ਵਿਭਾਗ, ਸਰਕਾਰੀ ਸਕੂਲਾਂ ਦੇ ਐਨਸੀਸੀ ਕੈਡਿਟਾਂ ਦੀਆਂ ਟੁਕੜੀਆਂ ਵੀ ਪਰੇਡ ਵਿੱਚ ਸ਼ਾਮਲ ਹੋਣਗੀਆਂ।	[761, 824, 883, 913]
photo-dancer	[654, 728, 699, 793]
article-5-photo	[193, 1036, 512, 1168]
article-6-photo-caption: ਸਿੰਘ ਜੀ ਅਤੇ ਸੰਤ ਬਲਬੀਰ ਸਿੰਘ ਸੀਚੇਵਾਲ ਸਨਮਾਨ ਭੇਟ ਕਰਦੇ ਹੋਏ।	[721, 1156, 923, 1167]
photo-debris	[164, 698, 496, 764]
article-4-body-2: ਚੁਣੇ ਗਏ ਸਕੂਲਾਂ ਵਿੱਚ ਸ੍ਰੀ ਕਾਲੀ ਦੇਵੀ ਵਿਦਿਆ ਮੰਦਰ, ਬਾਬਾ ਬੰਦਾ ਬਹਾਦਰ ਪਬਲਿਕ ਸਕੂਲ, ਐਸਡੀ ਸੀਨੀਅਰ ਸੈਕੰਡਰੀ ਸਕੂਲ ਅਤੇ ਸਰਕਾਰੀ ਮਾਡਲ ਸਕੂਲ ਸ਼ਾਮਲ ਹਨ।	[529, 823, 627, 899]
article-2-col-1	[644, 188, 824, 326]
article-8-body-2b: ਉਨ੍ਹਾਂ ਨੇ ਅੱਗੇ ਕਿਹਾ ਕਿ ਬੁਨਿਆਦੀ ਢਾਂਚੇ ਦੇ ਵਿਕਾਸ ਲਈ ਵੀ ਵੱਡੇ ਪੱਧਰ ਤੇ ਕੰਮ ਕੀਤਾ ਜਾ ਰਿਹਾ ਹੈ।	[117, 1583, 292, 1607]
article-3	[14, 547, 512, 916]
bullet-icon	[639, 1011, 645, 1017]
article-9-body-3: ਬੈਠਕ ਵਿੱਚ ਉਦਯੋਗ ਮੰਤਰੀ, ਮੁੱਖ ਸਕੱਤਰ ਅਤੇ ਵੱਖ-ਵੱਖ ਵਿਭਾਗਾਂ ਦੇ ਸੀਨੀਅਰ ਅਧਿਕਾਰੀ ਵੀ ਮੌਜੂਦ ਸਨ। ਮੁੱਖ ਮੰਤਰੀ ਨੇ ਸਾਰੇ ਸੁਝਾਵਾਂ ਨੂੰ ਧਿਆਨ ਨਾਲ ਸੁਣਿਆ ਅਤੇ ਉਨ੍ਹਾਂ ਤੇ ਅਮਲ ਕਰਨ ਦਾ ਭਰੋਸਾ ਦਿੱਤਾ।	[773, 1636, 888, 1713]
masthead	[14, 0, 1010, 80]
fourth-section	[14, 1328, 1010, 1774]
article-3-lead: ਸਥਾਨਕ ਸੈਕਟਰ 68 ਵਿੱਚ ਪੈਂਦੇ ਪਿੰਡ ਕੁੰਭੜਾ ਵਿੱਚ ਖੁੱਲ੍ਹੇ ਵਿੱਚ ਕੂੜਾ ਸੁੱਟਣ ਦਾ ਰੁਝਾਨ ਵਧ ਰਿਹਾ ਹੈ।	[14, 658, 142, 695]
article-7-body-1: ਹਰਿਆਣਾ ਦੀ ਸਿਹਤ ਮੰਤਰੀ ਆਰਤੀ ਸਿੰਘ ਰਾਓ ਨੇ ਜ਼ਿਲ੍ਹੇ ਵਿੱਚ ਲਗਭਗ 3 ਕਰੋੜ ਰੁਪਏ ਦੀਆਂ ਵਿਕਾਸ ਯੋਜਨਾਵਾਂ ਦੇ ਨੀਂਹ ਪੱਥਰ ਰੱਖੇ ਅਤੇ ਉਦਘਾਟਨ ਕੀਤਾ।	[529, 1443, 625, 1519]
article-8-col-1	[14, 1436, 110, 1707]
article-7	[529, 1332, 1010, 1557]
article-4-col-2	[634, 645, 1010, 917]
photo-object	[258, 686, 316, 707]
